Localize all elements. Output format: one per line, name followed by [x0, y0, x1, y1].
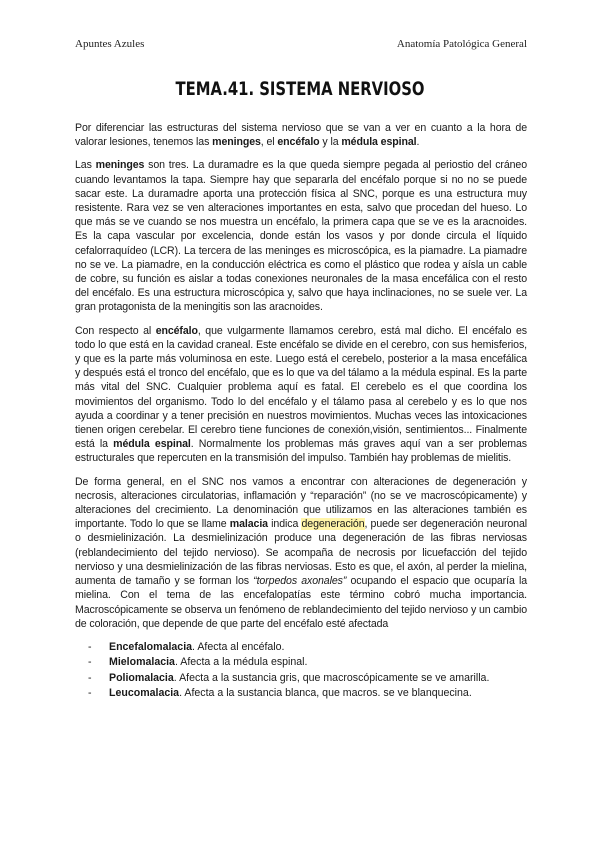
list-term: Leucomalacia — [109, 687, 180, 700]
list-item — [75, 686, 527, 701]
header-left: Apuntes Azules — [75, 38, 145, 50]
malacia-list — [75, 640, 527, 702]
bold-term: médula espinal — [113, 438, 191, 451]
italic-term: “torpedos axonales” — [253, 575, 347, 588]
bold-term: médula espinal — [341, 136, 417, 149]
dash-bullet: - — [88, 640, 92, 653]
text: Las — [75, 159, 96, 172]
list-desc: . Afecta a la sustancia gris, que macroscópicamente se ve amarilla. — [173, 671, 490, 684]
text: Con respecto al — [75, 324, 156, 337]
dash-bullet: - — [88, 656, 92, 669]
text: . Normalmente los problemas más graves aquí van a ser problemas estructurales que repercuten en la transmisión del impulso. También hay problemas de mielitis. — [75, 438, 527, 465]
text: , que vulgarmente llamamos cerebro, está mal dicho. El encéfalo es todo lo que está en la cavidad craneal. Este encéfalo se divide en el cerebro, con sus hemisferios, y que es la parte más voluminosa en este. Luego está el cerebelo, posterior a la masa encefálica y después está el tronco del encéfalo, que es lo que va del tálamo a la médula espinal. Es la parte más vital del SNC. Cualquier problema aquí es fatal. El cerebelo es el que coordina los movimientos del organismo. Todo lo del encéfalo y el tálamo pasa al cerebelo y es lo que nos ayuda a coordinar y a tener precisión en nuestros movimientos. Muchas veces las intoxicaciones tienen origen cerebelar. El cerebro tiene funciones de conexión,visión, sentimientos... Finalmente está la — [75, 324, 527, 451]
text: son tres. La duramadre es la que queda siempre pegada al periostio del cráneo cuando levantamos la tapa. Siempre hay que separarla del encéfalo porque si no no se puede sacar este. La duramadre aporta una protección física al SNC, porque es una estructura muy resistente. Rara vez se ven alteraciones importantes en esta, salvo que procedan del hueso. Lo que más se ve cuando se nos muestra un encéfalo, la primera capa que se ve es la aracnoides. Es la capa vascular por excelencia, donde están los vasos y por donde circula el líquido cefalorraquídeo (LCR). La tercera de las meninges es microscópica, es la piamadre. La piamadre no se ve. La piamadre, en la conducción eléctrica es como el plástico que rodea y aísla un cable de cobre, su función es aislar a todas conexiones neuronales de la masa encefálica con el resto del encéfalo. Es una estructura microscópica y, salvo que haya inclinaciones, no se suele ver. La gran protagonista de la meningitis son las aracnoides. — [75, 159, 527, 314]
paragraph-general — [75, 475, 527, 631]
list-desc: . Afecta a la sustancia blanca, que macros. se ve blanquecina. — [179, 687, 472, 700]
paragraph-meninges — [75, 158, 527, 314]
bold-term: meninges — [95, 159, 145, 172]
header-right: Anatomía Patológica General — [396, 38, 527, 50]
bold-term: encéfalo — [155, 324, 198, 337]
dash-bullet: - — [88, 671, 92, 684]
list-term: Poliomalacia — [109, 671, 174, 684]
paragraph-intro — [75, 121, 527, 149]
list-term: Mielomalacia — [109, 656, 175, 669]
text: . — [416, 136, 420, 149]
text: ocupando el espacio que ocuparía la mielina. Con el tema de las encefalopatías este término cobró mucha importancia. Macroscópicamente se observa un fenómeno de reblandecimiento del tejido nervioso y un cambio de coloración, que depende de que parte del encéfalo esté afectada — [75, 575, 527, 630]
list-item — [75, 640, 527, 655]
list-term: Encefalomalacia — [109, 640, 193, 653]
list-desc: . Afecta al encéfalo. — [192, 640, 285, 653]
document-body — [75, 121, 527, 702]
list-item — [75, 655, 527, 670]
text: Por diferenciar las estructuras del sistema nervioso que se van a ver en cuanto a la hora de valorar lesiones, tenemos las — [75, 122, 527, 149]
page-title: TEMA.41. SISTEMA NERVIOSO — [175, 78, 425, 100]
bold-term: encéfalo — [277, 136, 320, 149]
text: , puede ser degeneración neuronal o desmielinización. La desmielinización produce una degeneración de las fibras nerviosas (reblandecimiento del tejido nervioso). Se acompaña de necrosis por licuefacción del tejido nervioso y una desmielinización de las fibras nerviosas. Esto es que, el axón, al perder la mielina, aumenta de tamaño y se forman los — [75, 518, 528, 588]
text: y la — [319, 136, 342, 149]
bold-term: meninges — [212, 136, 261, 149]
text: , el — [260, 136, 278, 149]
highlighted-term: degeneración — [301, 518, 365, 531]
list-desc: . Afecta a la médula espinal. — [174, 656, 308, 669]
list-item — [75, 671, 527, 686]
paragraph-encefalo — [75, 324, 527, 466]
text: De forma general, en el SNC nos vamos a encontrar con alteraciones de degeneración y necrosis, alteraciones circulatorias, inflamación y “reparación” (no se ve macroscópicamente) y alteraciones del crecimiento. La denominación que utilizamos en las alteraciones también es importante. Todo lo que se llame — [75, 475, 527, 531]
dash-bullet: - — [88, 687, 92, 700]
bold-term: malacia — [229, 518, 268, 531]
text: indica — [267, 518, 302, 531]
